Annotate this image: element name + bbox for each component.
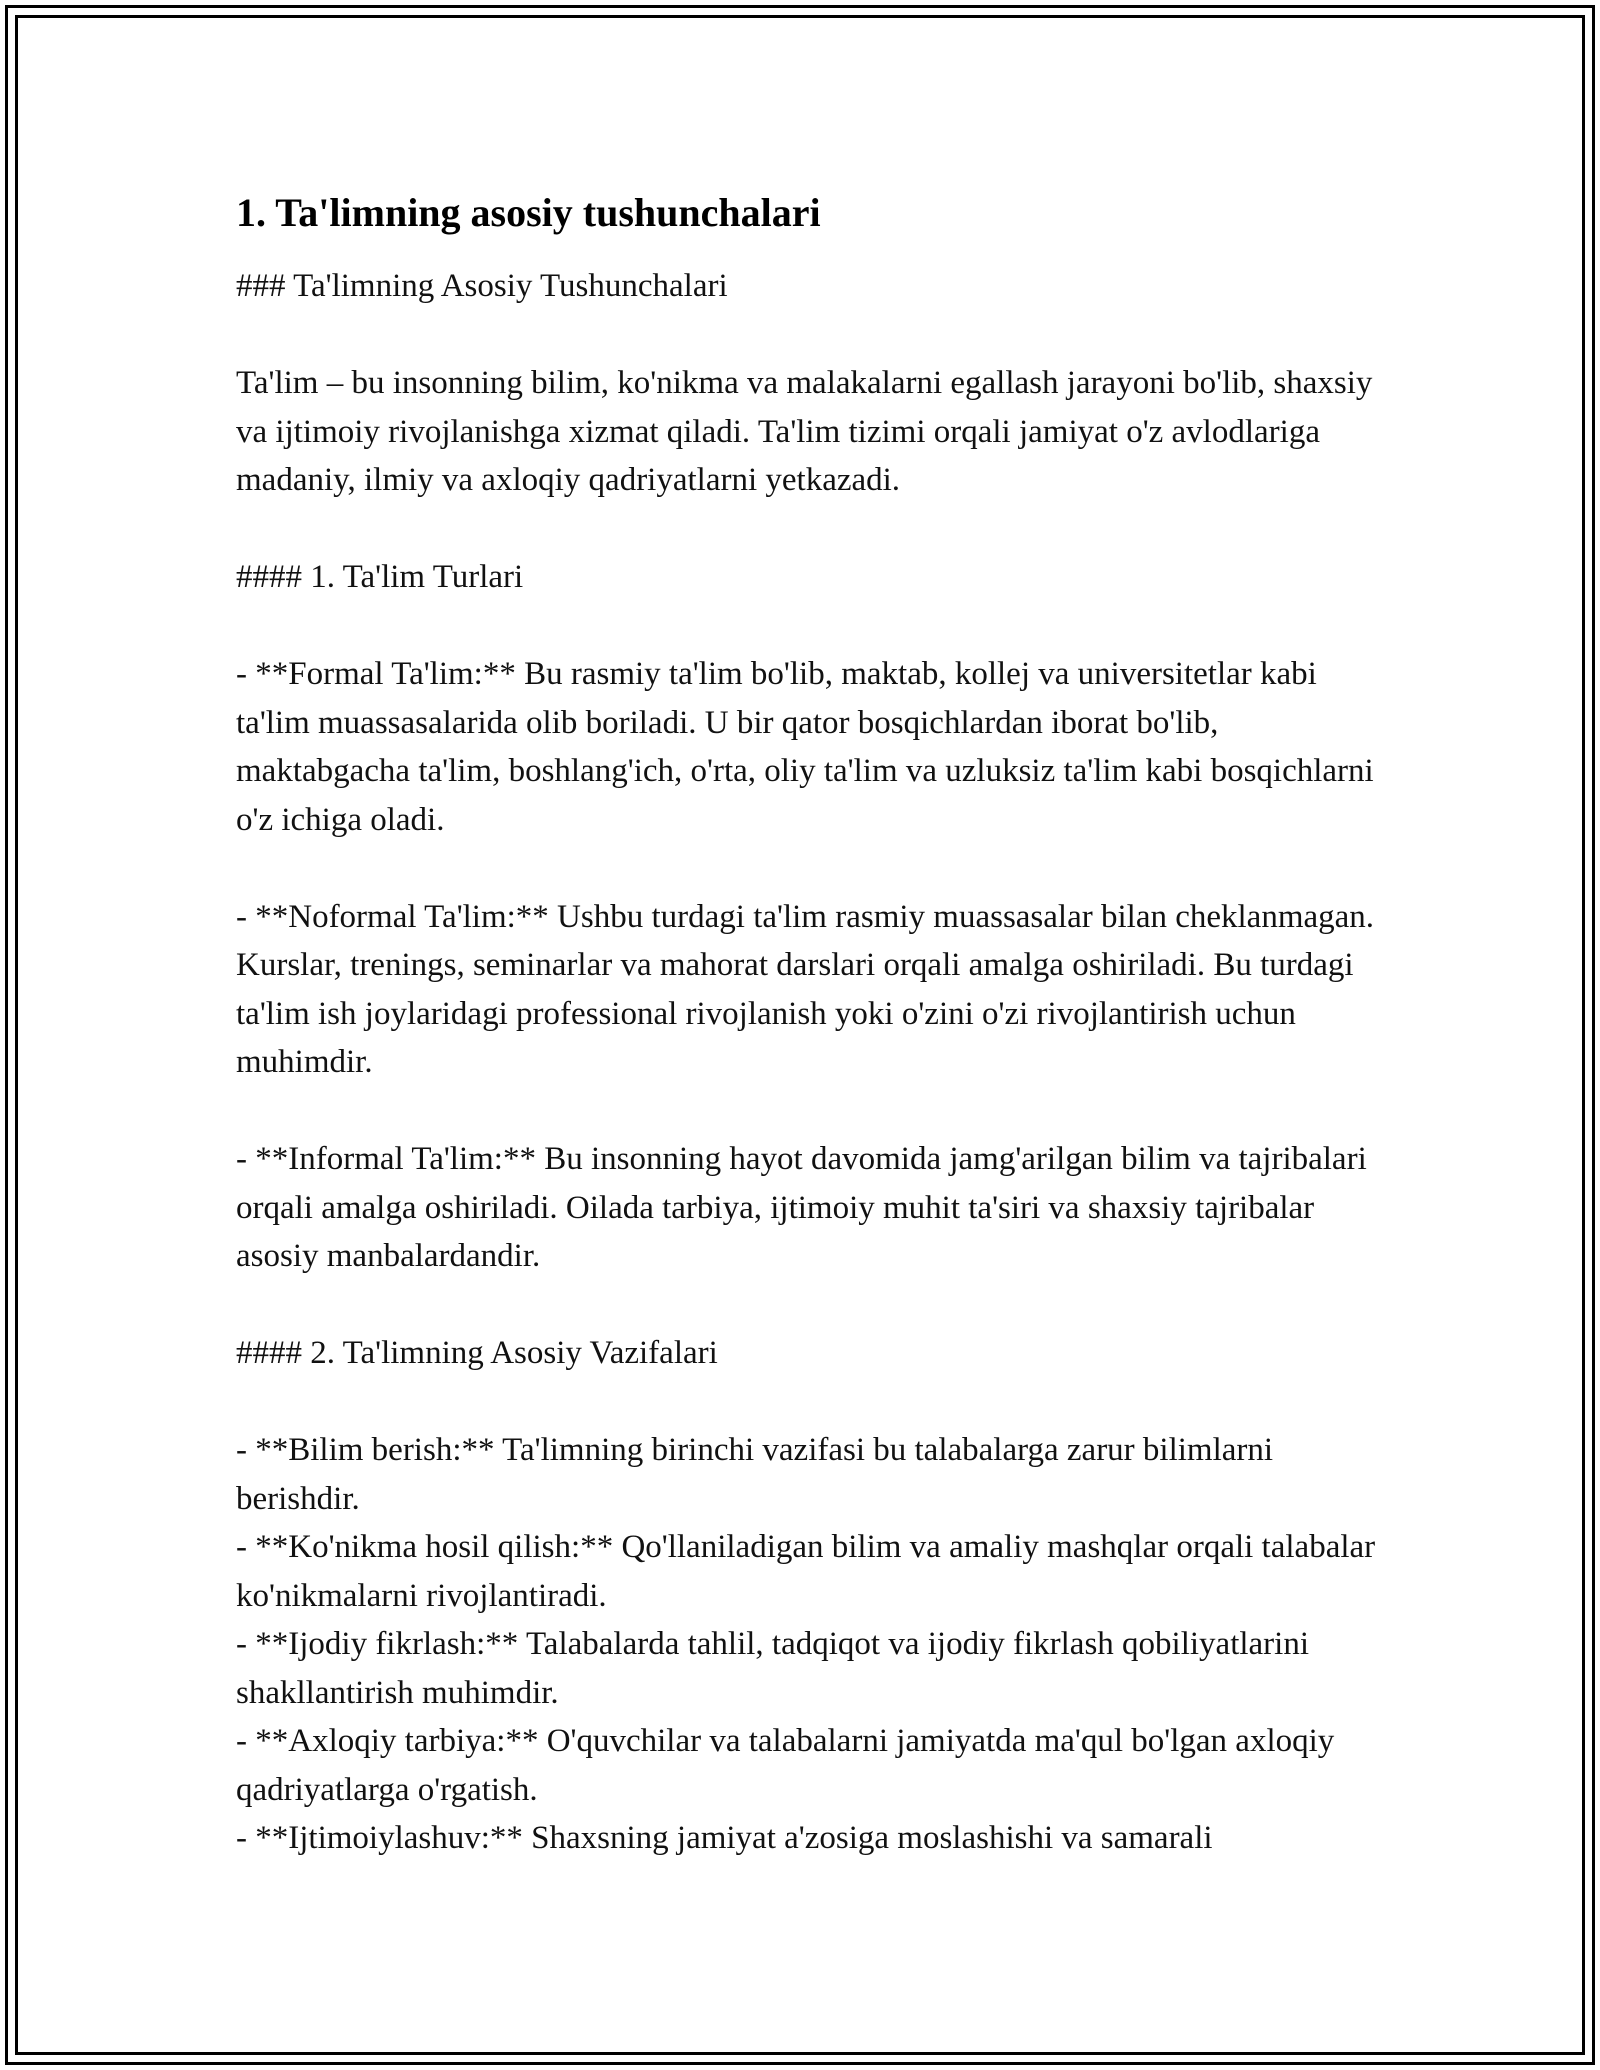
spacer bbox=[236, 1378, 1386, 1427]
document-title: 1. Ta'limning asosiy tushunchalari bbox=[236, 190, 821, 235]
subtitle-line: ### Ta'limning Asosiy Tushunchalari bbox=[236, 268, 728, 304]
spacer bbox=[236, 311, 1386, 360]
document-body bbox=[236, 180, 1386, 1863]
list-item: - **Ijtimoiylashuv:** Shaxsning jamiyat a'zosiga moslashishi va samarali bbox=[236, 1820, 1213, 1856]
spacer bbox=[236, 505, 1386, 554]
spacer bbox=[236, 1087, 1386, 1136]
informal-education-paragraph: - **Informal Ta'lim:** Bu insonning hayot davomida jamg'arilgan bilim va tajribalari orqali amalga oshiriladi. Oilada tarbiya, ijtimoiy muhit ta'siri va shaxsiy tajribalar asosiy manbalardandir. bbox=[236, 1141, 1367, 1274]
list-item: - **Bilim berish:** Ta'limning birinchi vazifasi bu talabalarga zarur bilimlarni berishdir. bbox=[236, 1432, 1274, 1517]
section-heading-functions: #### 2. Ta'limning Asosiy Vazifalari bbox=[236, 1335, 718, 1371]
nonformal-education-paragraph: - **Noformal Ta'lim:** Ushbu turdagi ta'lim rasmiy muassasalar bilan cheklanmagan. Kurslar, trenings, seminarlar va mahorat darslari orqali amalga oshiriladi. Bu turdagi ta'lim ish joylaridagi professional rivojlanish yoki o'zini o'zi rivojlantirish uchun muhimdir. bbox=[236, 898, 1375, 1080]
list-item: - **Axloqiy tarbiya:** O'quvchilar va talabalarni jamiyatda ma'qul bo'lgan axloqiy qadriyatlarga o'rgatish. bbox=[236, 1723, 1335, 1808]
spacer bbox=[236, 602, 1386, 651]
list-item: - **Ijodiy fikrlash:** Talabalarda tahlil, tadqiqot va ijodiy fikrlash qobiliyatlarini shakllantirish muhimdir. bbox=[236, 1626, 1309, 1711]
section-heading-types: #### 1. Ta'lim Turlari bbox=[236, 559, 524, 595]
list-item: - **Ko'nikma hosil qilish:** Qo'llaniladigan bilim va amaliy mashqlar orqali talabalar ko'nikmalarni rivojlantiradi. bbox=[236, 1529, 1376, 1614]
intro-paragraph: Ta'lim – bu insonning bilim, ko'nikma va malakalarni egallash jarayoni bo'lib, shaxsiy va ijtimoiy rivojlanishga xizmat qiladi. Ta'lim tizimi orqali jamiyat o'z avlodlariga madaniy, ilmiy va axloqiy qadriyatlarni yetkazadi. bbox=[236, 365, 1373, 498]
formal-education-paragraph: - **Formal Ta'lim:** Bu rasmiy ta'lim bo'lib, maktab, kollej va universitetlar kabi ta'lim muassasalarida olib boriladi. U bir qator bosqichlardan iborat bo'lib, maktabgacha ta'lim, boshlang'ich, o'rta, oliy ta'lim va uzluksiz ta'lim kabi bosqichlarni o'z ichiga oladi. bbox=[236, 656, 1374, 838]
spacer bbox=[236, 844, 1386, 893]
spacer bbox=[236, 1281, 1386, 1330]
